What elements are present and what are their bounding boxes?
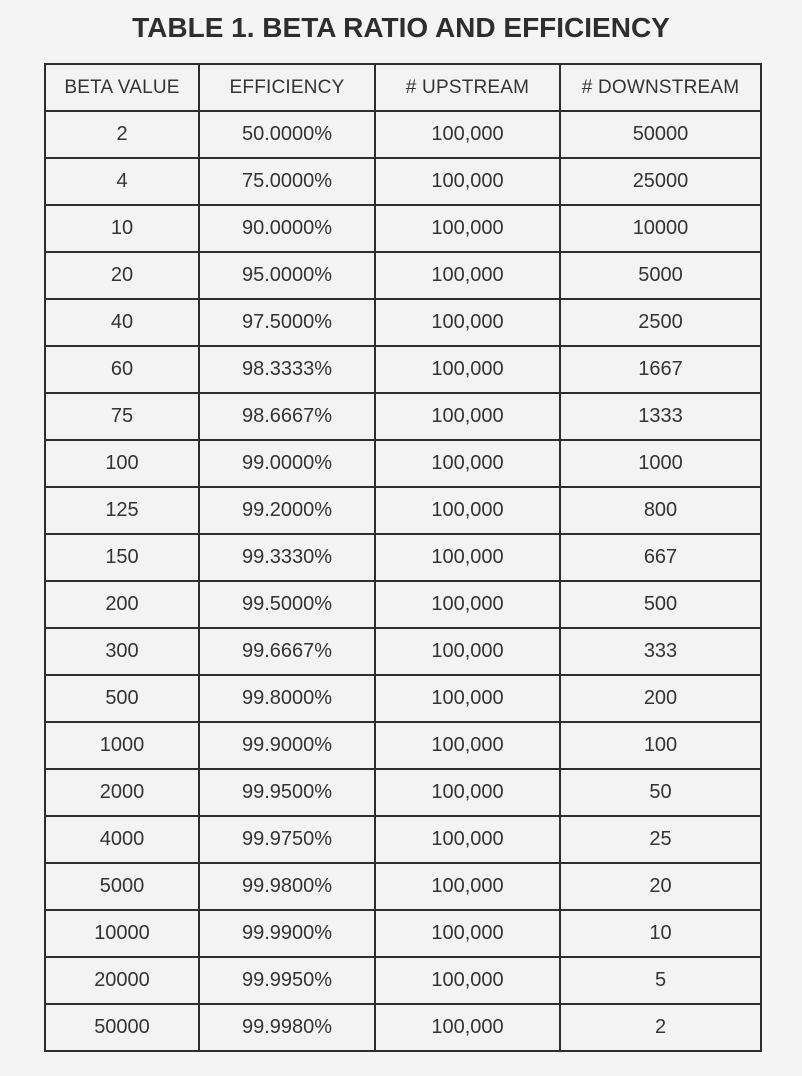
cell-efficiency: 95.0000% [199,252,375,299]
cell-efficiency: 99.5000% [199,581,375,628]
cell-upstream: 100,000 [375,111,560,158]
cell-beta-value: 150 [45,534,199,581]
cell-downstream: 667 [560,534,761,581]
cell-efficiency: 90.0000% [199,205,375,252]
cell-upstream: 100,000 [375,910,560,957]
cell-beta-value: 2 [45,111,199,158]
cell-beta-value: 5000 [45,863,199,910]
table-row [45,957,761,1004]
table-row [45,628,761,675]
cell-downstream: 5000 [560,252,761,299]
table-row [45,816,761,863]
cell-beta-value: 10000 [45,910,199,957]
cell-efficiency: 99.9900% [199,910,375,957]
cell-beta-value: 20000 [45,957,199,1004]
table-row [45,722,761,769]
cell-upstream: 100,000 [375,299,560,346]
table-row [45,111,761,158]
table-row [45,205,761,252]
table-row [45,863,761,910]
cell-beta-value: 500 [45,675,199,722]
cell-efficiency: 98.3333% [199,346,375,393]
col-header-downstream: # DOWNSTREAM [560,64,761,111]
cell-efficiency: 99.9980% [199,1004,375,1051]
cell-upstream: 100,000 [375,863,560,910]
cell-efficiency: 97.5000% [199,299,375,346]
cell-beta-value: 100 [45,440,199,487]
cell-upstream: 100,000 [375,440,560,487]
cell-beta-value: 10 [45,205,199,252]
table-row [45,252,761,299]
beta-efficiency-table [44,63,762,1052]
cell-beta-value: 125 [45,487,199,534]
table-header [45,64,761,111]
cell-downstream: 25 [560,816,761,863]
cell-downstream: 5 [560,957,761,1004]
cell-upstream: 100,000 [375,205,560,252]
cell-downstream: 25000 [560,158,761,205]
cell-downstream: 2500 [560,299,761,346]
cell-beta-value: 300 [45,628,199,675]
cell-upstream: 100,000 [375,252,560,299]
cell-efficiency: 99.9000% [199,722,375,769]
cell-upstream: 100,000 [375,816,560,863]
table-body [45,111,761,1051]
table-title: TABLE 1. BETA RATIO AND EFFICIENCY [132,12,670,43]
cell-downstream: 50000 [560,111,761,158]
table-row [45,299,761,346]
cell-efficiency: 99.0000% [199,440,375,487]
table-row [45,158,761,205]
cell-efficiency: 75.0000% [199,158,375,205]
cell-downstream: 800 [560,487,761,534]
cell-efficiency: 99.6667% [199,628,375,675]
table-row [45,910,761,957]
table-row [45,1004,761,1051]
cell-efficiency: 99.8000% [199,675,375,722]
cell-upstream: 100,000 [375,769,560,816]
cell-beta-value: 200 [45,581,199,628]
cell-downstream: 10000 [560,205,761,252]
cell-downstream: 1667 [560,346,761,393]
cell-beta-value: 4 [45,158,199,205]
table-row [45,581,761,628]
cell-efficiency: 99.9800% [199,863,375,910]
cell-beta-value: 40 [45,299,199,346]
table-row [45,675,761,722]
cell-beta-value: 2000 [45,769,199,816]
table-row [45,769,761,816]
table-row [45,393,761,440]
cell-downstream: 500 [560,581,761,628]
cell-upstream: 100,000 [375,957,560,1004]
table-row [45,487,761,534]
cell-efficiency: 99.9500% [199,769,375,816]
cell-efficiency: 99.9750% [199,816,375,863]
cell-beta-value: 75 [45,393,199,440]
cell-upstream: 100,000 [375,158,560,205]
cell-upstream: 100,000 [375,722,560,769]
table-row [45,346,761,393]
cell-upstream: 100,000 [375,346,560,393]
cell-downstream: 1333 [560,393,761,440]
cell-efficiency: 99.3330% [199,534,375,581]
cell-upstream: 100,000 [375,393,560,440]
cell-upstream: 100,000 [375,534,560,581]
cell-downstream: 100 [560,722,761,769]
cell-downstream: 2 [560,1004,761,1051]
table-row [45,440,761,487]
cell-upstream: 100,000 [375,628,560,675]
col-header-efficiency: EFFICIENCY [199,64,375,111]
cell-efficiency: 99.9950% [199,957,375,1004]
cell-efficiency: 99.2000% [199,487,375,534]
cell-upstream: 100,000 [375,487,560,534]
cell-beta-value: 50000 [45,1004,199,1051]
cell-upstream: 100,000 [375,581,560,628]
cell-downstream: 200 [560,675,761,722]
cell-downstream: 20 [560,863,761,910]
header-row [45,64,761,111]
col-header-beta-value: BETA VALUE [45,64,199,111]
table-row [45,534,761,581]
cell-downstream: 1000 [560,440,761,487]
cell-upstream: 100,000 [375,1004,560,1051]
cell-beta-value: 4000 [45,816,199,863]
cell-upstream: 100,000 [375,675,560,722]
cell-beta-value: 20 [45,252,199,299]
cell-beta-value: 60 [45,346,199,393]
cell-downstream: 50 [560,769,761,816]
cell-beta-value: 1000 [45,722,199,769]
cell-efficiency: 50.0000% [199,111,375,158]
cell-downstream: 10 [560,910,761,957]
cell-efficiency: 98.6667% [199,393,375,440]
cell-downstream: 333 [560,628,761,675]
col-header-upstream: # UPSTREAM [375,64,560,111]
